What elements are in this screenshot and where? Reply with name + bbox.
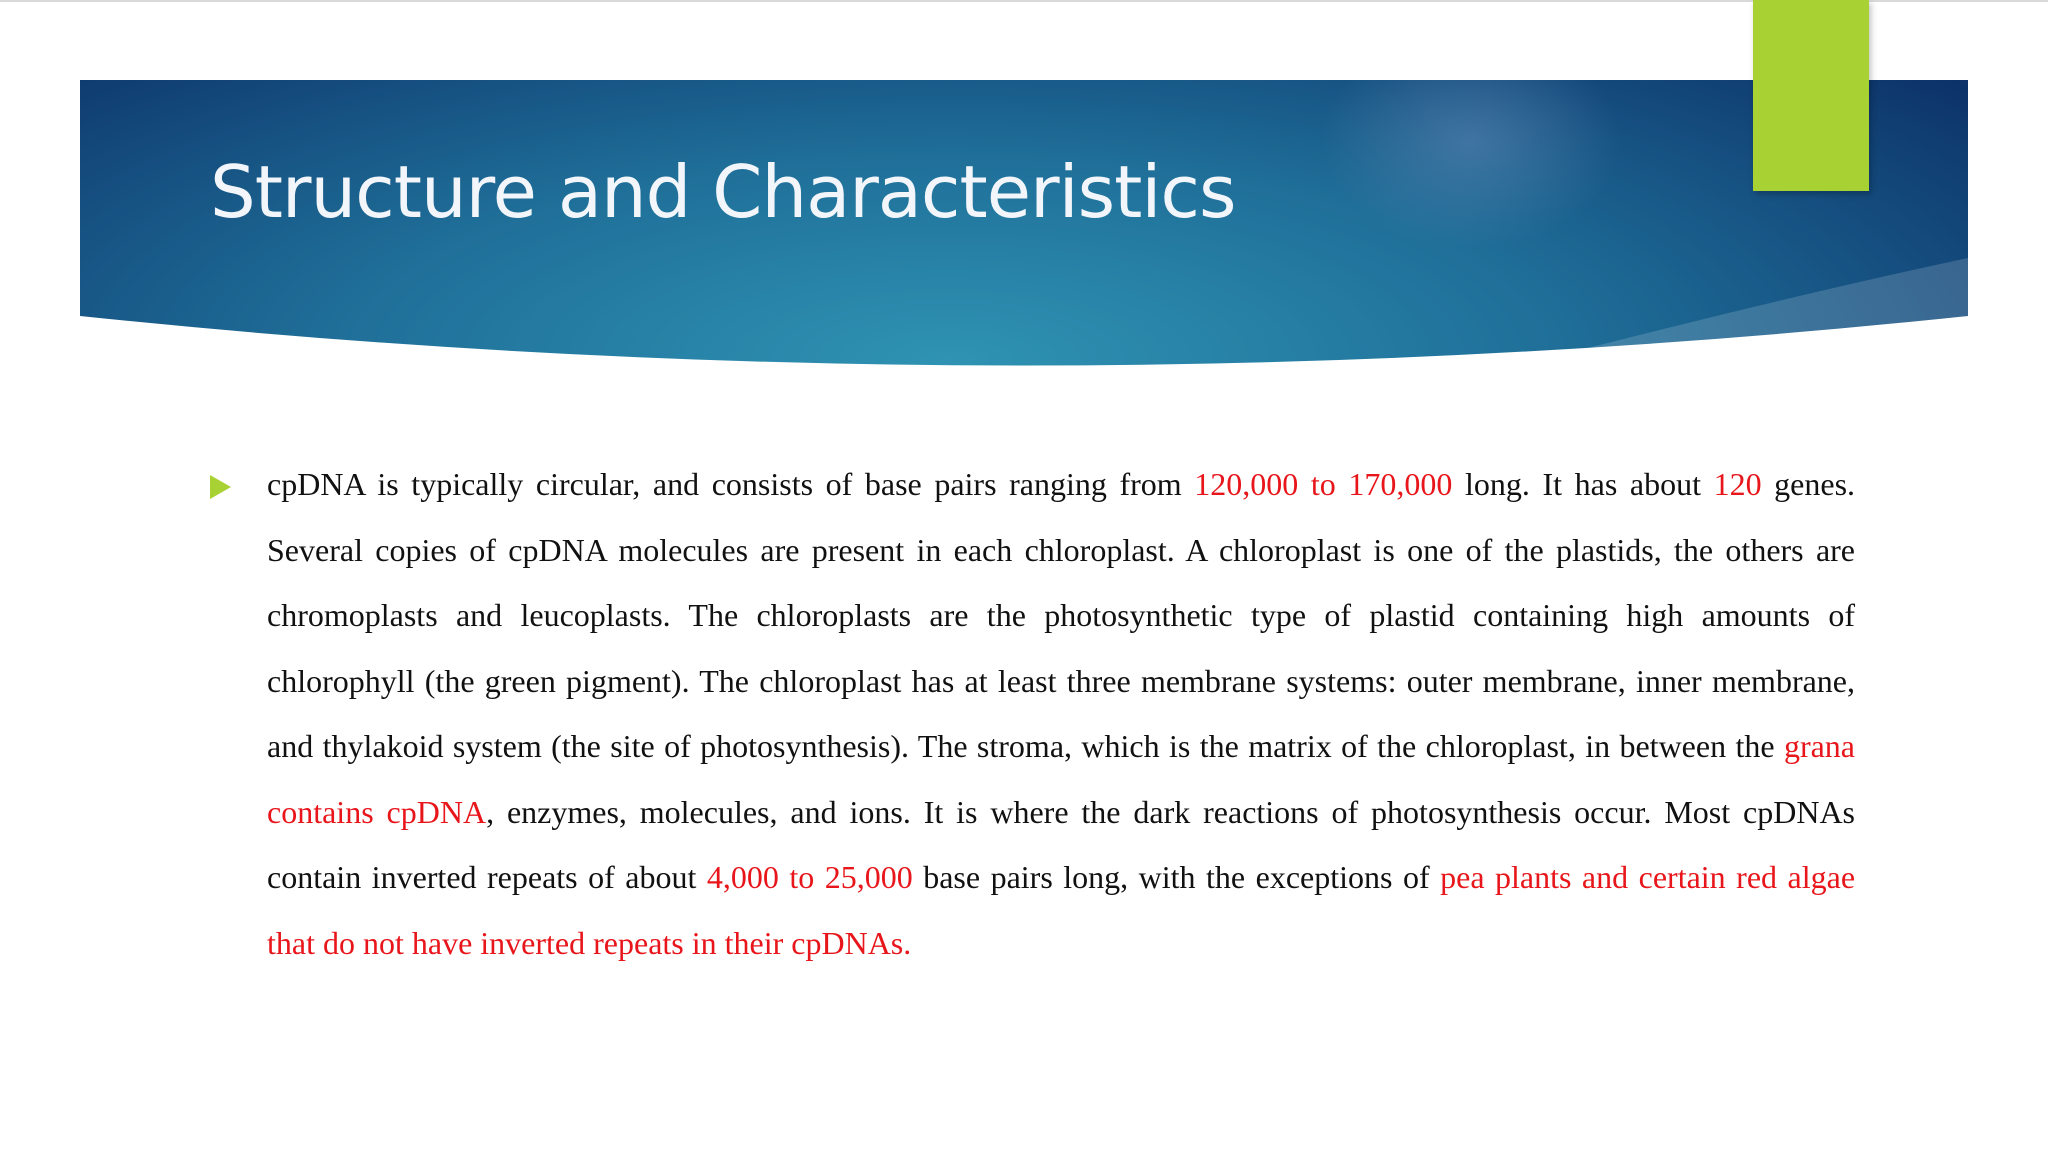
slide-title: Structure and Characteristics bbox=[210, 150, 1236, 234]
highlighted-segment: 4,000 to 25,000 bbox=[706, 859, 913, 895]
text-segment: , enzymes, molecules, and ions. It is where the dark reactions of photosynthesis occur. Most cpDNAs contain inverted repeats of about bbox=[267, 793, 1856, 895]
slide-content bbox=[210, 452, 1855, 976]
text-segment: long. It has about bbox=[1452, 466, 1714, 502]
bullet-item bbox=[210, 452, 1855, 976]
highlighted-segment: 120 bbox=[1713, 466, 1762, 502]
highlighted-segment: pea plants and certain red algae that do not have inverted repeats in their cpDNAs. bbox=[267, 859, 1856, 961]
highlighted-segment: grana contains cpDNA bbox=[267, 728, 1855, 830]
highlighted-segment: 120,000 to 170,000 bbox=[1194, 466, 1453, 502]
text-segment: base pairs long, with the exceptions of bbox=[912, 859, 1441, 895]
text-segment: genes. Several copies of cpDNA molecules are present in each chloroplast. A chloroplast is one of the plastids, the others are chromoplasts and leucoplasts. The chloroplasts are the photosynthetic type of plastid containing high amounts of chlorophyll (the green pigment). The chloroplast has at least three membrane systems: outer membrane, inner membrane, and thylakoid system (the site of photosynthesis). The stroma, which is the matrix of the chloroplast, in between the bbox=[267, 466, 1856, 764]
bullet-text bbox=[267, 452, 1855, 976]
triangle-bullet-icon bbox=[210, 475, 231, 499]
text-segment: cpDNA is typically circular, and consists of base pairs ranging from bbox=[267, 466, 1195, 502]
top-divider bbox=[0, 0, 2048, 2]
accent-tab bbox=[1753, 0, 1869, 191]
